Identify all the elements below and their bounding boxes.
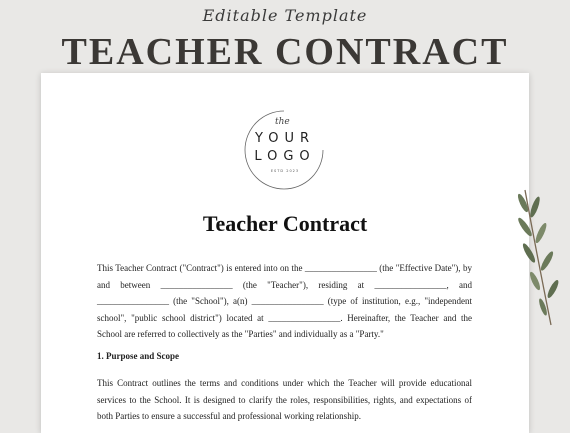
logo-logo: LOGO (254, 149, 316, 164)
olive-sprig-icon (515, 185, 565, 335)
logo-the: the (275, 117, 290, 127)
section-heading: 1. Purpose and Scope (97, 351, 180, 361)
logo-estd: ESTD 2023 (270, 169, 300, 173)
document-title: Teacher Contract (202, 211, 368, 236)
banner-title: TEACHER CONTRACT (61, 31, 509, 73)
logo-your: YOUR (254, 131, 315, 146)
banner-script: Editable Template (202, 6, 368, 25)
document-page (41, 73, 529, 433)
logo-placeholder (241, 107, 327, 193)
intro-paragraph: This Teacher Contract ("Contract") is entered into on the ________________ (the "Effective Date"), by and between ________________ (the "Teacher"), residing at ________________, and ________________ (the "School"), a(n) ________________ (type of institution, e.g., "independent school", "public school district") located at ________________. Hereinafter, the Teacher and the School are referred to collectively as the "Parties" and individually as a "Party." (97, 263, 472, 339)
section-paragraph: This Contract outlines the terms and conditions under which the Teacher will provide educational services to the School. It is designed to clarify the roles, responsibilities, rights, and expectations of both Parties to ensure a successful and professional working relationship. (97, 378, 472, 421)
